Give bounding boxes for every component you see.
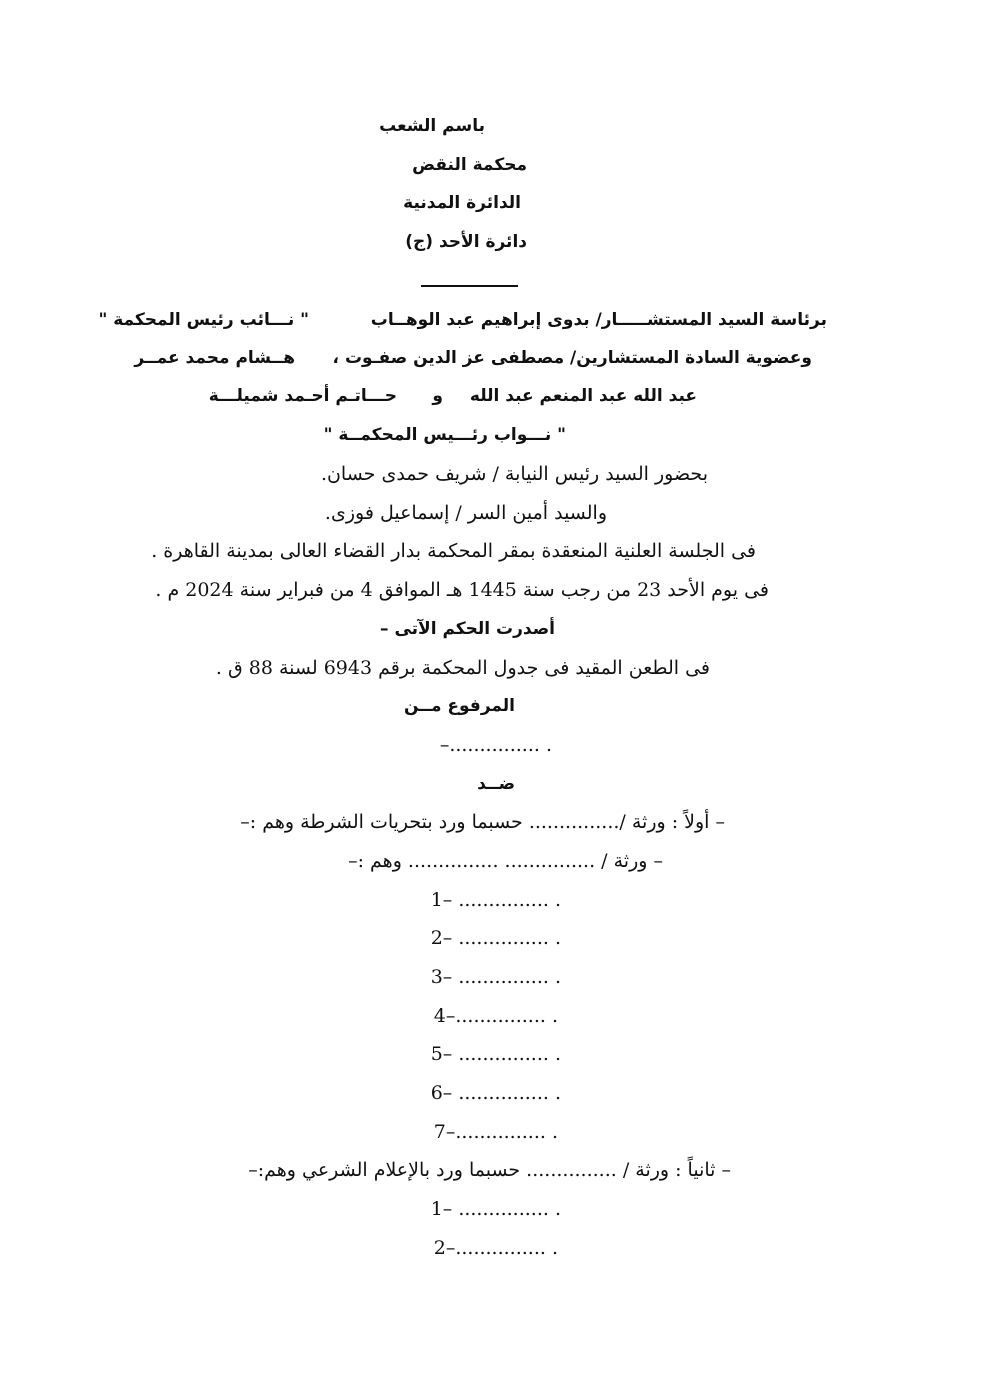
list-item: 5– ............... .	[430, 1043, 561, 1065]
respondents-first-sub: – ورثة / ............... ............... وهم :–	[348, 850, 663, 872]
respondents-first-heading: – أولاً : ورثة /............... حسبما ورد بتحريات الشرطة وهم :–	[240, 811, 725, 833]
header-divider	[421, 285, 518, 287]
president-title: " نـــائب رئيس المحكمة "	[98, 310, 309, 330]
appeal-number: فى الطعن المقيد فى جدول المحكمة برقم 6943 لسنة 88 ق .	[215, 657, 710, 679]
list-item: 7–............... .	[433, 1121, 558, 1143]
list-item: 6– ............... .	[430, 1082, 561, 1104]
prosecution-attendance: بحضور السيد رئيس النيابة / شريف حمدى حسان.	[320, 463, 708, 485]
filed-by-label: المرفوع مــن	[404, 696, 515, 716]
member-hatem: حـــاتـم أحـمد شميلـــة	[208, 386, 397, 406]
filed-by-value: –............... .	[439, 734, 552, 756]
member-and: و	[432, 386, 443, 406]
list-item: 3– ............... .	[430, 966, 561, 988]
member-abdullah: عبد الله عبد المنعم عبد الله	[469, 386, 697, 406]
list-item: 1– ............... .	[430, 889, 561, 911]
members-line: وعضوية السادة المستشارين/ مصطفى عز الدين صفـوت	[344, 348, 812, 368]
header-in-the-name-of-people: باسم الشعب	[379, 116, 485, 136]
header-sunday-circuit: دائرة الأحد (ج)	[405, 232, 527, 252]
respondents-second-heading: – ثانياً : ورثة / ............... حسبما ورد بالإعلام الشرعي وهم:–	[248, 1159, 731, 1181]
members-separator: ،	[332, 348, 339, 368]
list-item: 1– ............... .	[430, 1198, 561, 1220]
list-item: 2–............... .	[433, 1237, 558, 1259]
secretary-attendance: والسيد أمين السر / إسماعيل فوزى.	[324, 502, 607, 524]
session-place: فى الجلسة العلنية المنعقدة بمقر المحكمة بدار القضاء العالى بمدينة القاهرة .	[151, 540, 756, 562]
header-circuit: الدائرة المدنية	[403, 193, 521, 213]
header-court-name: محكمة النقض	[412, 155, 527, 175]
session-date: فى يوم الأحد 23 من رجب سنة 1445 هـ الموافق 4 من فبراير سنة 2024 م .	[155, 579, 769, 601]
member-hesham: هــشام محمد عمــر	[134, 348, 295, 368]
judgment-issued: أصدرت الحكم الآتى –	[380, 619, 555, 639]
members-title: " نـــواب رئـــيس المحكمــة "	[323, 425, 566, 445]
list-item: 2– ............... .	[430, 927, 561, 949]
president-line: برئاسة السيد المستشـــــار/ بدوى إبراهيم عبد الوهــاب	[370, 310, 827, 330]
against-label: ضــد	[477, 774, 515, 794]
list-item: 4–............... .	[433, 1005, 558, 1027]
